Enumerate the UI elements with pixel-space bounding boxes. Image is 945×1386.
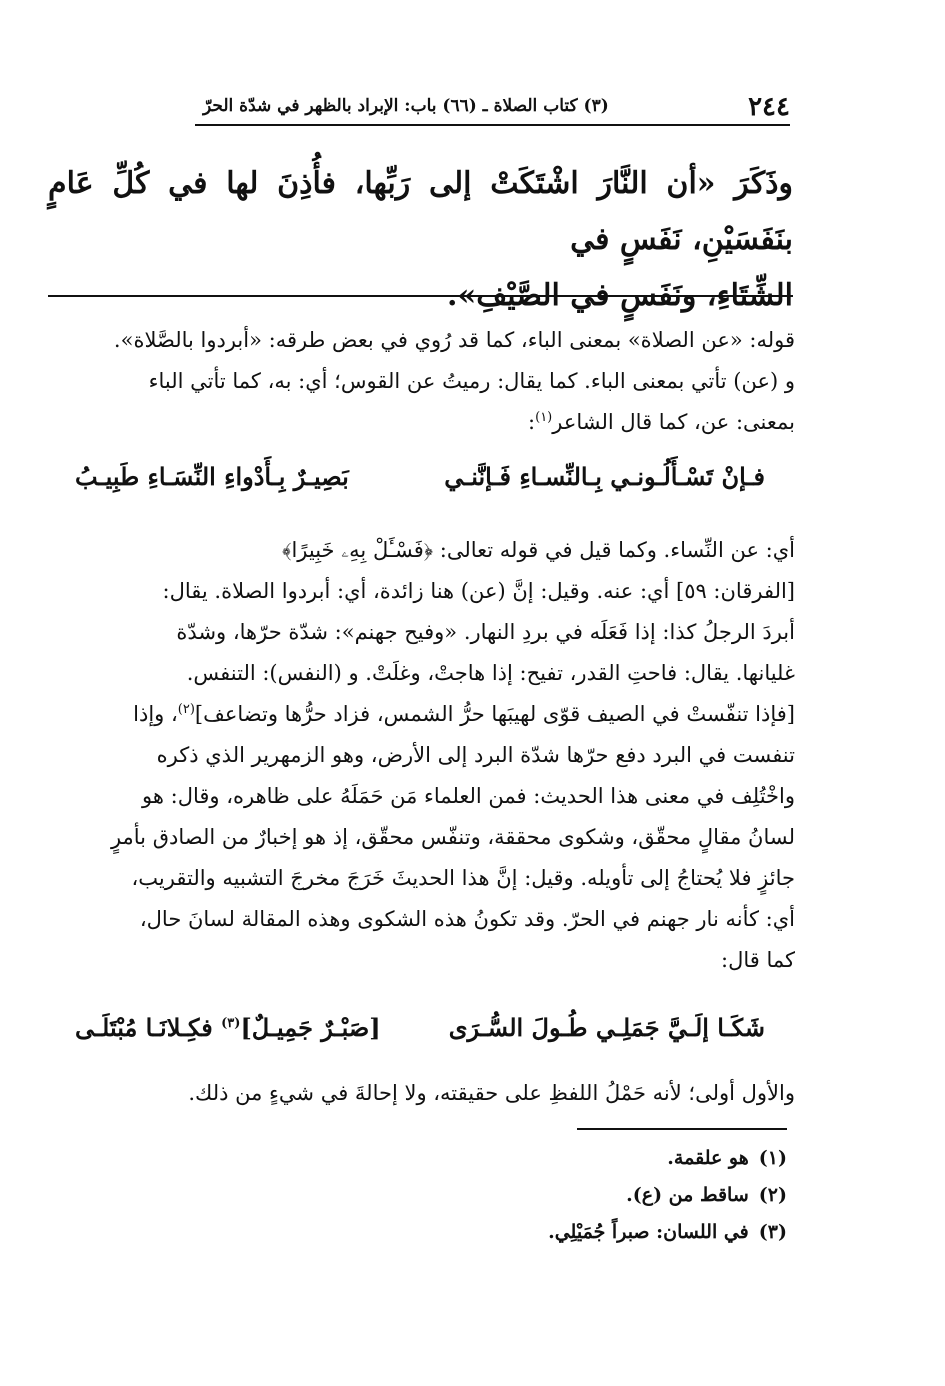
commentary-line: أي: عن النِّساء. وكما قيل في قوله تعالى: ﴿فَسْـَٔلْ بِهِۦ خَبِيرًا﴾: [282, 538, 795, 562]
commentary-text: :: [528, 410, 536, 434]
commentary-line: واخْتُلِف في معنى هذا الحديث: فمن العلماء مَن حَمَلَهُ على ظاهره، وقال: هو: [142, 784, 795, 808]
footnote-text: ساقط من (ع).: [626, 1184, 749, 1206]
commentary-line: قوله: «عن الصلاة» بمعنى الباء، كما قد رُوي في بعض طرقه: «أبردوا بالصَّلاة».: [113, 328, 795, 352]
commentary-line: [الفرقان: ٥٩] أي: عنه. وقيل: إنَّ (عن) هنا زائدة، أي: أبردوا الصلاة. يقال:: [162, 579, 795, 603]
footnote-marker-1: (١): [535, 410, 553, 425]
footnote-number: (١): [758, 1147, 787, 1169]
footnote-text: في اللسان: صبراً جُمَيْلِي.: [548, 1221, 749, 1243]
verse-second-hemistich: [75, 1013, 381, 1042]
footnotes: [287, 1140, 787, 1251]
footnote-item: [287, 1140, 787, 1177]
verse-first-hemistich: شَكَـا إلَـيَّ جَمَلِـي طُـولَ السُّـرَى: [448, 1013, 765, 1042]
hadith-line: الشِّتَاءِ، ونَفَسٍ في الصَّيْفِ».: [447, 278, 793, 313]
commentary-line: تنفست في البرد دفع حرّها شدّة البرد إلى الأرض، وهو الزمهرير الذي ذكره: [156, 743, 795, 767]
verse-first-hemistich: فـإنْ تَسْـأَلُـونـي بِـالنِّسـاءِ فَـإنَّنـي: [444, 462, 765, 491]
verse-text: فكِـلانَـا مُبْتَلَـى: [75, 1013, 222, 1042]
hadith-text: [48, 156, 793, 324]
commentary-block-b: [40, 530, 795, 981]
commentary-line: غليانها. يقال: فاحتِ القدر، تفيح: إذا هاجتْ، وغلَتْ. و (النفس): التنفس.: [186, 661, 795, 685]
commentary-line: [40, 402, 795, 443]
footnote-number: (٣): [758, 1221, 787, 1243]
commentary-line: و (عن) تأتي بمعنى الباء. كما يقال: رميتُ عن القوس؛ أي: به، كما تأتي الباء: [148, 369, 795, 393]
commentary-line: والأول أولى؛ لأنه حَمْلُ اللفظِ على حقيقته، ولا إحالةَ في شيءٍ من ذلك.: [188, 1081, 795, 1105]
commentary-line: لسانُ مقالٍ محقّق، وشكوى محققة، وتنفّس محقّق، إذ هو إخبارٌ من الصادق بأمرٍ: [110, 825, 795, 849]
footnote-separator: [577, 1128, 787, 1130]
section-divider: [48, 295, 793, 297]
commentary-line: أي: كأنه نار جهنم في الحرّ. وقد تكونُ هذه الشكوى وهذه المقالة لسانَ حال،: [139, 907, 795, 931]
footnote-marker-2: (٢): [177, 702, 195, 717]
footnote-text: هو علقمة.: [667, 1147, 749, 1169]
footnote-marker-3: (٣): [221, 1016, 241, 1031]
commentary-line: جائزٍ فلا يُحتاجُ إلى تأويله. وقيل: إنَّ هذا الحديثَ خَرَجَ مخرجَ التشبيه والتقريب،: [131, 866, 795, 890]
commentary-line: كما قال:: [721, 948, 795, 972]
page-number: ٢٤٤: [748, 92, 790, 122]
footnote-number: (٢): [758, 1184, 787, 1206]
commentary-line: [40, 694, 795, 735]
commentary-text: ، وإذا: [133, 702, 178, 726]
poetry-verse-2: [75, 1013, 765, 1057]
running-header: [195, 88, 790, 126]
verse-second-hemistich: بَصِيـرٌ بِـأَدْواءِ النِّسَـاءِ طَبِيـبُ: [75, 462, 349, 491]
footnote-item: [287, 1214, 787, 1251]
footnote-item: [287, 1177, 787, 1214]
hadith-line: وذَكَرَ «أن النَّارَ اشْتَكَتْ إلى رَبِّها، فأُذِنَ لها في كُلِّ عَامٍ بنَفَسَيْنِ، نَفَسٍ في: [48, 166, 793, 257]
commentary-text: [فإذا تنفّستْ في الصيف قوّى لهيبَها حرُّ الشمس، فزاد حرُّها وتضاعف]: [194, 702, 795, 726]
poetry-verse-1: [75, 462, 765, 506]
closing-paragraph: [40, 1073, 795, 1114]
running-title: (٣) كتاب الصلاة ـ (٦٦) باب: الإبراد بالظهر في شدّة الحرّ: [203, 96, 609, 116]
commentary-line: أبردَ الرجلُ كذا: إذا فَعَلَه في بردِ النهار. «وفيح جهنم»: شدّة حرّها، وشدّة: [176, 620, 795, 644]
commentary-block-a: [40, 320, 795, 443]
verse-text: [صَبْـرٌ جَمِيـلٌ]: [240, 1013, 381, 1042]
commentary-text: بمعنى: عن، كما قال الشاعر: [552, 410, 795, 434]
